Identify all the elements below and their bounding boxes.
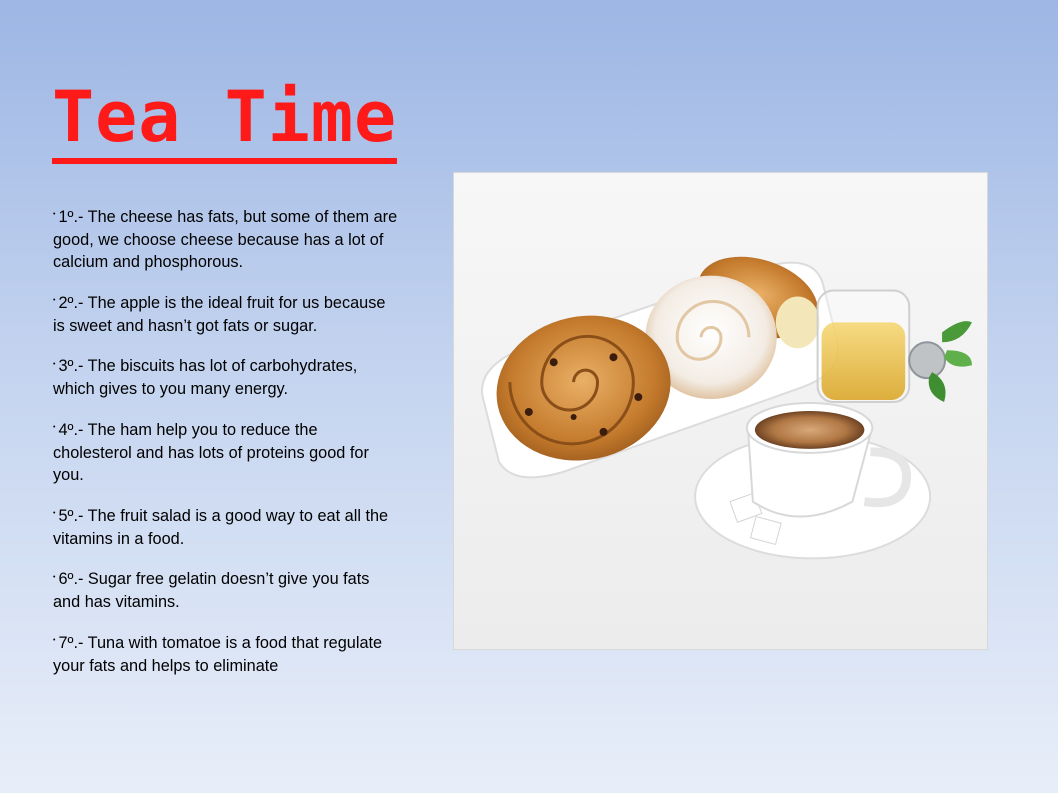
- bullet-list: [53, 206, 398, 695]
- bullet-dot-icon: •: [53, 510, 56, 518]
- bullet-text: 1º.- The cheese has fats, but some of them are good, we choose cheese because has a lot of calcium and phosphorous.: [53, 208, 398, 272]
- bullet-text: 2º.- The apple is the ideal fruit for us because is sweet and hasn’t got fats or sugar.: [53, 293, 386, 335]
- bullet-dot-icon: •: [53, 424, 56, 432]
- bullet-text: 5º.- The fruit salad is a good way to eat all the vitamins in a food.: [53, 506, 389, 548]
- bullet-item: [53, 419, 398, 487]
- bullet-item: [53, 505, 398, 550]
- bullet-item: [53, 206, 398, 274]
- bullet-dot-icon: •: [53, 297, 56, 305]
- bullet-dot-icon: •: [53, 360, 56, 368]
- bullet-item: [53, 292, 398, 337]
- slide-title: Tea Time: [52, 82, 397, 164]
- bullet-text: 4º.- The ham help you to reduce the cholesterol and has lots of proteins good for you.: [53, 420, 369, 485]
- bullet-text: 3º.- The biscuits has lot of carbohydrates, which gives to you many energy.: [53, 357, 358, 399]
- bullet-text: 6º.- Sugar free gelatin doesn’t give you fats and has vitamins.: [53, 570, 370, 612]
- bullet-text: 7º.- Tuna with tomatoe is a food that regulate your fats and helps to eliminate: [53, 633, 383, 675]
- pastries-coffee-tea-photo: [453, 172, 988, 650]
- bullet-item: [53, 568, 398, 613]
- bullet-item: [53, 355, 398, 400]
- bullet-dot-icon: •: [53, 211, 56, 219]
- bullet-dot-icon: •: [53, 573, 56, 581]
- bullet-item: [53, 632, 398, 677]
- bullet-dot-icon: •: [53, 637, 56, 645]
